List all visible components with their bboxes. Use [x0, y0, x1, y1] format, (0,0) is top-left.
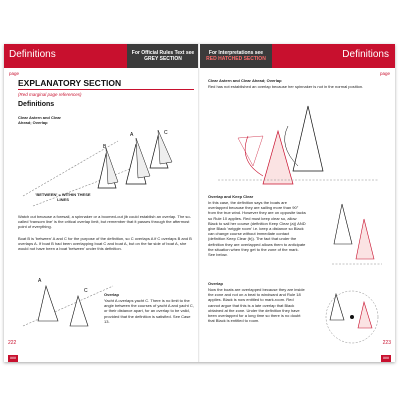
diagram-label-c: C: [164, 130, 168, 136]
left-header-band: For Official Rules Text see GREY SECTION: [127, 44, 199, 68]
definitions-heading: Definitions: [18, 101, 55, 108]
overlap-text-right: Now the boats are overlapped because they are inside the zone and not on a beat to windward and Rule 18 applies. Black is now entitled to mark-room. Red cannot argue that this is a late overlap that Black obtained at the zone. Under the definition they have been overlapped for a long time so there is no doubt that Black is entitled to room.: [208, 287, 305, 324]
spinnaker-diagram: [208, 96, 388, 186]
diagram-label-a: A: [130, 132, 134, 138]
between-label: 'BETWEEN' = WITHIN THESE LINES: [35, 192, 91, 203]
yacht-a: [38, 286, 58, 321]
clear-ahead-heading: Clear Astern and Clear Ahead; Overlap: [208, 78, 282, 83]
yacht-c: [70, 296, 88, 326]
right-footer-tab: ###: [381, 355, 391, 362]
right-page-label: page: [379, 71, 390, 76]
overlap-diagram-2: [18, 266, 118, 346]
boat-a: [126, 138, 150, 184]
left-page: [4, 44, 199, 362]
boat-b-text: Boat B is 'between' A and C for the purpose of the definition, so C overlaps A if C overlaps B and B overlaps A. If boat B had been overlapping boat C and boat A, but on the far side of boat A, she would not have been a boat 'between' under this definition.: [18, 236, 192, 252]
section-title: EXPLANATORY SECTION: [18, 78, 122, 88]
marginal-note: (Red marginal page references): [18, 92, 82, 97]
mark-room-diagram: [312, 282, 392, 352]
left-page-label: page: [9, 71, 20, 76]
right-header-title: Definitions: [342, 49, 389, 60]
clear-ahead-text: Red has not established an overlap because her spinnaker is not in the normal position.: [208, 84, 364, 89]
overlap-heading-left: Overlap: [104, 292, 119, 297]
clear-astern-label: Clear Astern and Clear Ahead; Overlap: [18, 115, 61, 126]
overlap-text-left: Yacht A overlaps yacht C. There is no limit to the angle between the courses of yacht A and yacht C, or their distance apart, for an overlap to be valid, provided that the definition is satisfied. See Case 13.: [104, 298, 194, 324]
body-text: Watch out because a foresail, a spinnaker or a boomed-out jib could establish an overlap. The so-called 'transom line' is the critical overlap limit, but remember that it passes through the aftermost point of everything.: [18, 214, 191, 230]
diagram-label-a-2: A: [38, 278, 42, 284]
right-header-band: [200, 44, 272, 68]
right-header-band-line2: RED HATCHED SECTION: [206, 56, 266, 62]
boat-b: [98, 148, 118, 188]
right-page-number: 223: [382, 340, 391, 346]
left-header-title: Definitions: [9, 49, 56, 60]
diagram-label-c-2: C: [84, 288, 88, 294]
right-page: [200, 44, 395, 362]
left-page-number: 222: [8, 340, 17, 346]
boat-c: [150, 130, 172, 168]
black-boat: [285, 106, 323, 171]
keep-clear-diagram: [312, 194, 392, 274]
left-footer-tab: ###: [8, 355, 18, 362]
book-spread: [4, 44, 395, 362]
right-header-band-line1: For Interpretations see: [208, 50, 264, 56]
keep-clear-heading: Overlap and Keep Clear: [208, 194, 254, 199]
section-rule: [18, 89, 194, 90]
diagram-label-b: B: [103, 144, 107, 150]
overlap-heading-right: Overlap: [208, 281, 223, 286]
keep-clear-text: In this case, the definition says the boats are overlapped because they are sailing more than 90° from the true wind. However they are on opposite tacks so Rule 10 applies. Red must keep clear so, allow Black to sail her course (definition Keep Clear (a)) AND give Black 'wriggle room' i.e. keep a distance so Black can change course without immediate contact (definition Keep Clear (b)). The fact that under the definition they are overlapped allows them to anticipate the situation when they get to the zone of the mark. See below.: [208, 200, 306, 258]
